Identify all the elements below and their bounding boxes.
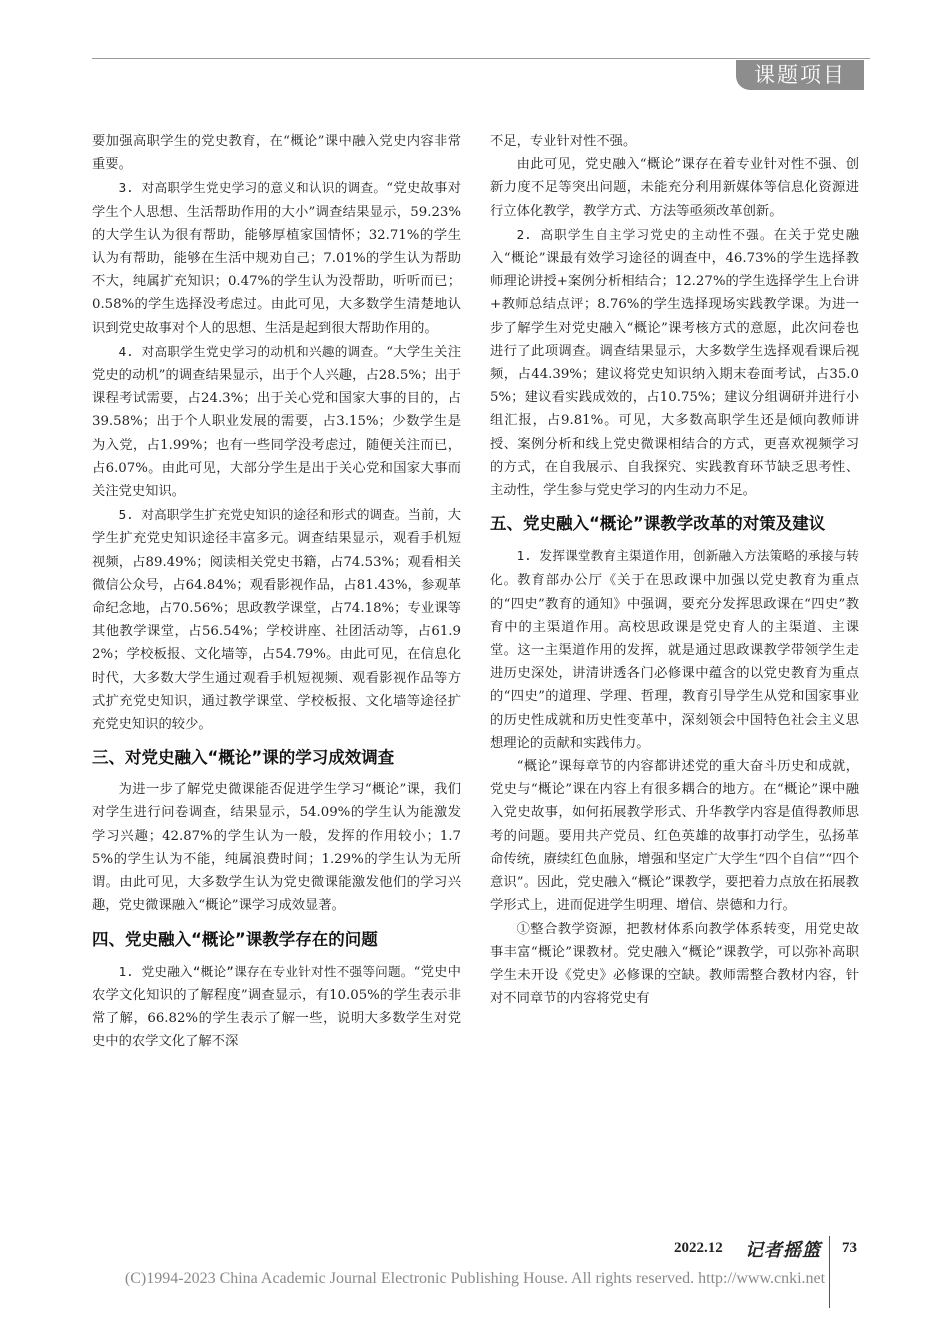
paragraph-lead: 4. 对高职学生党史学习的动机和兴趣的调查。 (118, 343, 387, 359)
section-heading-4: 四、党史融入“概论”课教学存在的问题 (92, 929, 378, 949)
header-rule (92, 58, 870, 59)
paragraph (92, 176, 461, 339)
paragraph (92, 340, 461, 503)
right-column (490, 130, 859, 1010)
paragraph (92, 503, 461, 736)
issue-date: 2022.12 (674, 1240, 723, 1256)
paragraph (490, 223, 859, 502)
paragraph (92, 960, 461, 1054)
page-number: 73 (842, 1240, 857, 1256)
paragraph-body: “大学生关注党史的动机”的调查结果显示，出于个人兴趣，占28.5%；出于课程考试需要，占24.3%；出于关心党和国家大事的目的，占39.58%；出于个人职业发展的需要，占3.15%；少数学生是为入党，占1.99%；也有一些同学没考虑过，随便关注而已，占6.07%。由此可见，大部分学生是出于关心党和国家大事而关注党史知识。 (92, 344, 461, 500)
journal-logo: 记者摇篮 (745, 1240, 821, 1261)
paragraph-body: “党史故事对学生个人思想、生活帮助作用的大小”调查结果显示，59.23%的大学生认为很有帮助，能够厚植家国情怀；32.71%的学生认为有帮助，能够在生活中规劝自己；7.01%的学生认为帮助不大，纯属扩充知识；0.47%的学生认为没帮助，听听而已；0.58%的学生选择没考虑过。由此可见，大多数学生清楚地认识到党史故事对个人的思想、生活是起到很大帮助作用的。 (92, 181, 461, 336)
paragraph-lead: 1. 党史融入“概论”课存在专业针对性不强等问题。 (118, 963, 414, 979)
paragraph: 要加强高职学生的党史教育，在“概论”课中融入党史内容非常重要。 (92, 134, 461, 173)
copyright-watermark: (C)1994-2023 China Academic Journal Electronic Publishing House. All rights reserved. http://www.cnki.net (124, 1270, 826, 1287)
paragraph-body: 在关于党史融入“概论”课最有效学习途径的调查中，46.73%的学生选择教师理论讲授+案例分析相结合；12.27%的学生选择学生上台讲+教师总结点评；8.76%的学生选择现场实践教学课。为进一步了解学生对党史融入“概论”课考核方式的意愿，此次问卷也进行了此项调查。调查结果显示，大多数学生选择观看课后视频，占44.39%；建议将党史知识纳入期末卷面考试，占35.05%；建议看实践成效的，占10.75%；建议分组调研并进行小组汇报，占9.81%。可见，大多数高职学生还是倾向教师讲授、案例分析和线上党史微课相结合的方式，更喜欢视频学习的方式，在自我展示、自我探究、实践教育环节缺乏思考性、主动性，学生参与党史学习的内生动力不足。 (490, 227, 860, 499)
paragraph-lead: 2. 高职学生自主学习党史的主动性不强。 (516, 226, 774, 242)
section-heading-5: 五、党史融入“概论”课教学改革的对策及建议 (490, 514, 826, 534)
paragraph-body: “党史中农学文化知识的了解程度”调查显示，有10.05%的学生表示非常了解，66.82%的学生表示了解一些，说明大多数学生对党史中的农学文化了解不深 (92, 964, 461, 1050)
paragraph: 不足，专业针对性不强。 (490, 134, 637, 149)
paragraph-lead: 3. 对高职学生党史学习的意义和认识的调查。 (118, 180, 387, 196)
paragraph: “概论”课每章节的内容都讲述党的重大奋斗历史和成就，党史与“概论”课在内容上有很多耦合的地方。在“概论”课中融入党史故事，如何拓展教学形式、升华教学内容是值得教师思考的问题。要用共产党员、红色英雄的故事打动学生，弘扬革命传统，赓续红色血脉，增强和坚定广大学生“四个自信”“四个意识”。因此，党史融入“概论”课教学，要把着力点放在拓展教学形式上，进而促进学生明理、增信、崇德和力行。 (490, 759, 859, 914)
section-heading-3: 三、对党史融入“概论”课的学习成效调查 (92, 748, 395, 768)
paragraph: 由此可见，党史融入“概论”课存在着专业针对性不强、创新力度不足等突出问题，未能充分利用新媒体等信息化资源进行立体化教学，教学方式、方法等亟须改革创新。 (490, 157, 859, 219)
paragraph-lead: 5. 对高职学生扩充党史知识的途径和形式的调查。 (118, 507, 408, 523)
paragraph-body: 当前，大学生扩充党史知识途径丰富多元。调查结果显示，观看手机短视频，占89.49%；阅读相关党史书籍，占74.53%；观看相关微信公众号，占64.84%；观看影视作品，占81.43%，参观革命纪念地，占70.56%；思政教学课堂，占74.18%；专业课等其他教学课堂，占56.54%；学校讲座、社团活动等，占61.92%；学校板报、文化墙等，占54.79%。由此可见，在信息化时代，大多数大学生通过观看手机短视频、观看影视作品等方式扩充党史知识，通过教学课堂、学校板报、文化墙等途径扩充党史知识的较少。 (92, 508, 462, 733)
paragraph (490, 544, 859, 755)
paragraph-body: 教育部办公厅《关于在思政课中加强以党史教育为重点的“四史”教育的通知》中强调，要充分发挥思政课在“四史”教育中的主渠道作用。高校思政课是党史育人的主渠道、主课堂。这一主渠道作用的发挥，就是通过思政课教学带领学生走进历史深处，讲清讲透各门必修课中蕴含的以党史教育为重点的“四史”的道理、学理、哲理，教育引导学生从党和国家事业的历史性成就和历史性变革中，深刻领会中国特色社会主义思想理论的贡献和实践伟力。 (490, 573, 860, 751)
paragraph: ①整合教学资源，把教材体系向教学体系转变，用党史故事丰富“概论”课教材。党史融入“概论”课教学，可以弥补高职学生未开设《党史》必修课的空缺。教师需整合教材内容，针对不同章节的内容将党史有 (490, 921, 859, 1007)
paragraph-lead: 1. 发挥课堂教育主渠道作用，创新融入方法策略的承接与转化。 (490, 548, 859, 588)
left-column (92, 130, 461, 1053)
paragraph: 为进一步了解党史微课能否促进学生学习“概论”课，我们对学生进行问卷调查，结果显示，54.09%的学生认为能激发学习兴趣；42.87%的学生认为一般，发挥的作用较小；1.75%的学生认为不能，纯属浪费时间；1.29%的学生认为无所谓。由此可见，大多数学生认为党史微课能激发他们的学习兴趣，党史微课融入“概论”课学习成效显著。 (92, 782, 461, 914)
section-tag: 课题项目 (736, 60, 864, 90)
